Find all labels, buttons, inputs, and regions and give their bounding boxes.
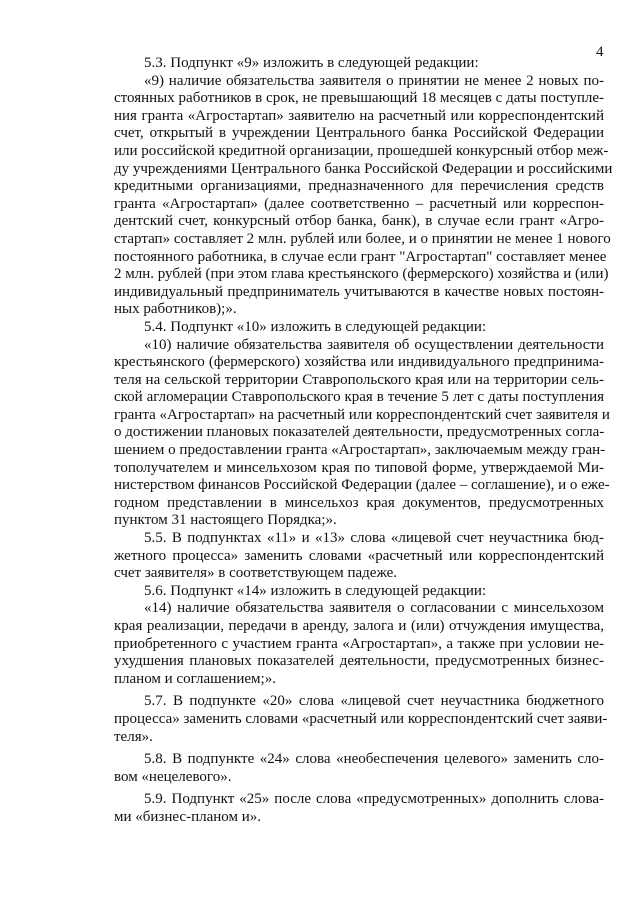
text-line: годном представлении в минсельхоз края документов, предусмотренных: [114, 494, 604, 511]
paragraph-p5: [114, 530, 604, 583]
text-line: «9) наличие обязательства заявителя о принятии не менее 2 новых по-: [144, 72, 604, 89]
paragraph-p2: [114, 72, 613, 319]
text-line: 5.9. Подпункт «25» после слова «предусмотренных» дополнить слова-: [144, 791, 604, 808]
text-line: 2 млн. рублей (при этом глава крестьянского (фермерского) хозяйства и (или): [114, 266, 609, 283]
text-line: крестьянского (фермерского) хозяйства или индивидуального предпринима-: [114, 354, 604, 371]
text-line: 5.4. Подпункт «10» изложить в следующей редакции:: [144, 318, 487, 335]
text-line: «14) наличие обязательства заявителя о согласовании с минсельхозом: [144, 600, 604, 617]
text-line: кредитными организациями, предназначенного для перечисления средств: [114, 178, 604, 195]
text-line: теля на сельской территории Ставропольского края или на территории сель-: [114, 371, 604, 388]
text-line: ухудшения плановых показателей деятельности, предусмотренных бизнес-: [114, 653, 604, 670]
text-line: теля».: [114, 728, 153, 745]
paragraph-p9: [114, 751, 604, 786]
page-number: 4: [596, 44, 604, 60]
text-line: постоянного работника, в случае если грант "Агростартап" составляет менее: [114, 248, 607, 265]
text-line: 5.5. В подпунктах «11» и «13» слова «лицевой счет неучастника бюд-: [144, 530, 604, 547]
text-line: гранта «Агростартап» на расчетный или корреспондентский счет заявителя и: [114, 406, 610, 423]
text-line: стартап» составляет 2 млн. рублей или более, и о принятии не менее 1 нового: [114, 230, 611, 247]
text-line: «10) наличие обязательства заявителя об осуществлении деятельности: [144, 336, 604, 353]
text-line: пунктом 31 настоящего Порядка;».: [114, 512, 337, 529]
paragraph-p3: [114, 319, 604, 337]
text-line: нистерством финансов Российской Федерации (далее – соглашение), и о еже-: [114, 477, 610, 494]
text-line: индивидуальный предприниматель учитываются в качестве новых постоян-: [114, 283, 604, 300]
text-line: 5.6. Подпункт «14» изложить в следующей редакции:: [144, 582, 487, 599]
text-line: процесса» заменить словами «расчетный или корреспондентский счет заяви-: [114, 710, 608, 727]
text-line: вом «нецелевого».: [114, 768, 232, 785]
text-line: гранта «Агростартап» (далее соответственно – расчетный или корреспон-: [114, 195, 604, 212]
text-line: ской агломерации Ставропольского края в течение 5 лет с даты поступления: [114, 389, 604, 406]
paragraph-p4: [114, 336, 610, 531]
paragraph-p8: [114, 693, 608, 746]
text-line: приобретенного с участием гранта «Агростартап», а также при условии не-: [114, 635, 604, 652]
text-line: или российской кредитной организации, прошедшей конкурсный отбор меж-: [114, 142, 609, 159]
text-line: дентский счет, конкурсный отбор банка, банк), в случае если грант «Агро-: [114, 213, 604, 230]
text-line: ду учреждениями Центрального банка Российской Федерации и российскими: [114, 160, 613, 177]
text-line: 5.8. В подпункте «24» слова «необеспечения целевого» заменить сло-: [144, 751, 604, 768]
text-line: 5.7. В подпункте «20» слова «лицевой счет неучастника бюджетного: [144, 693, 604, 710]
document-body: [114, 55, 613, 827]
paragraph-p1: [114, 55, 604, 73]
text-line: ных работников);».: [114, 301, 237, 318]
text-line: ния гранта «Агростартап» заявителю на расчетный или корреспондентский: [114, 107, 604, 124]
text-line: планом и соглашением;».: [114, 670, 276, 687]
text-line: счет заявителя» в соответствующем падеже.: [114, 565, 398, 582]
text-line: стоянных работников в срок, не превышающий 18 месяцев с даты поступле-: [114, 90, 604, 107]
text-line: тополучателем и минсельхозом края по типовой форме, утверждаемой Ми-: [114, 459, 604, 476]
text-line: счет, открытый в учреждении Центрального банка Российской Федерации: [114, 125, 604, 142]
paragraph-p10: [114, 791, 604, 826]
text-line: края реализации, передачи в аренду, залога и (или) отчуждения имущества,: [114, 618, 604, 634]
text-line: шением о предоставлении гранта «Агростартап», заключаемым между гран-: [114, 442, 606, 459]
paragraph-p7: [114, 600, 604, 688]
text-line: 5.3. Подпункт «9» изложить в следующей редакции:: [144, 55, 479, 71]
text-line: жетного процесса» заменить словами «расчетный или корреспондентский: [114, 547, 604, 564]
paragraph-p6: [114, 583, 604, 601]
text-line: ми «бизнес-планом и».: [114, 808, 261, 825]
text-line: о достижении плановых показателей деятельности, предусмотренных согла-: [114, 424, 605, 441]
